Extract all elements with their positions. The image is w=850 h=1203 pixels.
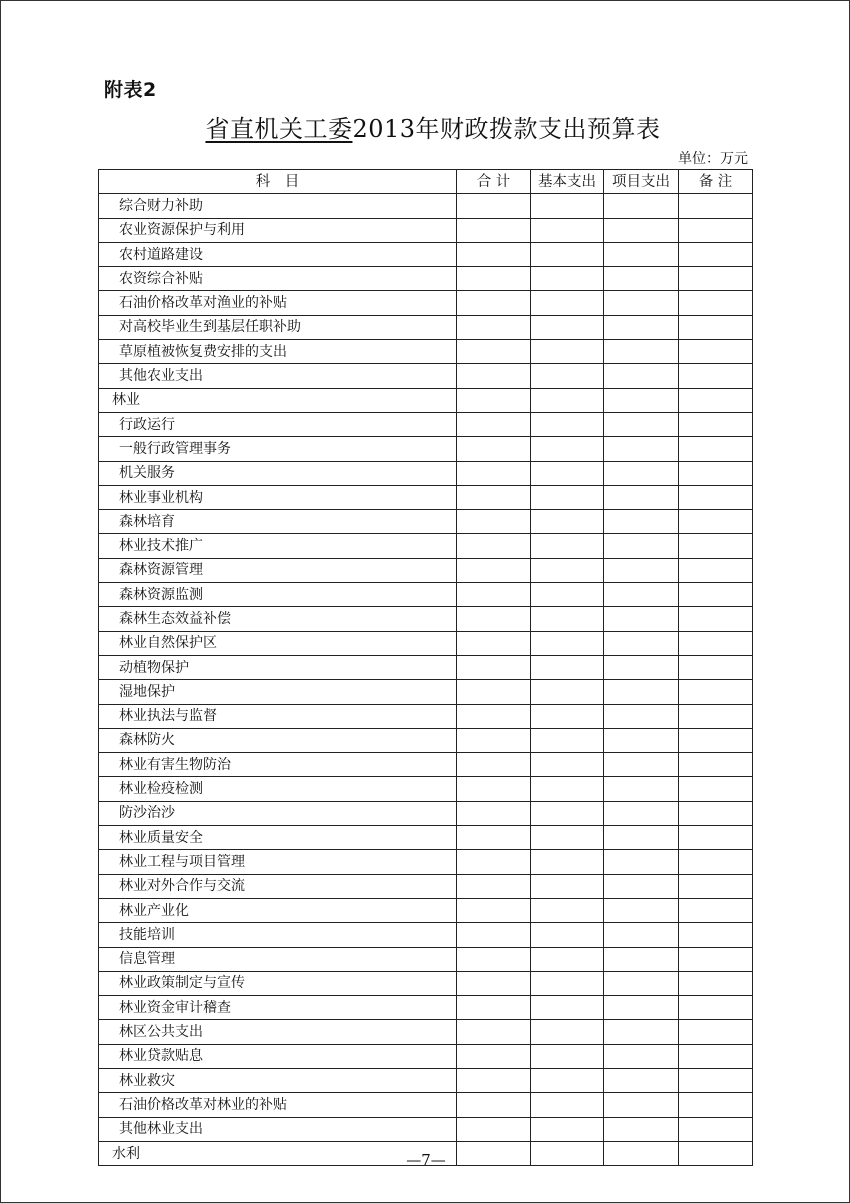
project-expenditure-cell [604,631,679,655]
subject-name: 湿地保护 [99,680,457,704]
table-row [99,801,753,825]
basic-expenditure-cell [531,923,604,947]
table-row [99,874,753,898]
subject-name: 林业自然保护区 [99,631,457,655]
subject-name: 农村道路建设 [99,242,457,266]
project-expenditure-cell [604,364,679,388]
table-row [99,850,753,874]
remark-cell [679,1044,753,1068]
remark-cell [679,631,753,655]
table-row [99,777,753,801]
table-row [99,607,753,631]
basic-expenditure-cell [531,364,604,388]
remark-cell [679,607,753,631]
project-expenditure-cell [604,971,679,995]
project-expenditure-cell [604,291,679,315]
basic-expenditure-cell [531,485,604,509]
subject-name: 林业工程与项目管理 [99,850,457,874]
project-expenditure-cell [604,947,679,971]
subject-name: 森林培育 [99,510,457,534]
total-cell [457,583,531,607]
remark-cell [679,315,753,339]
project-expenditure-cell [604,534,679,558]
table-row [99,218,753,242]
basic-expenditure-cell [531,874,604,898]
remark-cell [679,194,753,218]
table-row [99,1093,753,1117]
table-row [99,437,753,461]
basic-expenditure-cell [531,1044,604,1068]
total-cell [457,412,531,436]
basic-expenditure-cell [531,510,604,534]
basic-expenditure-cell [531,826,604,850]
total-cell [457,558,531,582]
total-cell [457,1044,531,1068]
basic-expenditure-cell [531,607,604,631]
total-cell [457,850,531,874]
subject-name: 森林资源管理 [99,558,457,582]
total-cell [457,631,531,655]
title-organization: 省直机关工委 [205,115,353,143]
total-cell [457,680,531,704]
total-cell [457,801,531,825]
subject-name: 农资综合补贴 [99,267,457,291]
subject-name: 一般行政管理事务 [99,437,457,461]
basic-expenditure-cell [531,753,604,777]
total-cell [457,315,531,339]
total-cell [457,1020,531,1044]
subject-name: 行政运行 [99,412,457,436]
basic-expenditure-cell [531,340,604,364]
total-cell [457,388,531,412]
remark-cell [679,461,753,485]
subject-name: 对高校毕业生到基层任职补助 [99,315,457,339]
total-cell [457,218,531,242]
remark-cell [679,437,753,461]
header-project-expenditure: 项目支出 [604,170,679,194]
table-row [99,534,753,558]
table-row [99,631,753,655]
table-row [99,728,753,752]
project-expenditure-cell [604,1020,679,1044]
subject-name: 其他农业支出 [99,364,457,388]
project-expenditure-cell [604,753,679,777]
project-expenditure-cell [604,1044,679,1068]
subject-name: 森林资源监测 [99,583,457,607]
total-cell [457,267,531,291]
project-expenditure-cell [604,194,679,218]
title-main: 2013年财政拨款支出预算表 [352,115,661,143]
remark-cell [679,510,753,534]
basic-expenditure-cell [531,704,604,728]
header-subject: 科 目 [99,170,457,194]
project-expenditure-cell [604,388,679,412]
remark-cell [679,218,753,242]
table-row [99,412,753,436]
basic-expenditure-cell [531,777,604,801]
table-row [99,753,753,777]
table-row [99,680,753,704]
subject-name: 防沙治沙 [99,801,457,825]
remark-cell [679,923,753,947]
subject-name: 林业产业化 [99,898,457,922]
category-name: 水利 [99,1141,457,1165]
subject-name: 林业政策制定与宣传 [99,971,457,995]
remark-cell [679,558,753,582]
project-expenditure-cell [604,583,679,607]
table-row [99,971,753,995]
budget-table [98,169,753,1166]
total-cell [457,1117,531,1141]
table-row [99,510,753,534]
basic-expenditure-cell [531,534,604,558]
subject-name: 动植物保护 [99,655,457,679]
remark-cell [679,583,753,607]
project-expenditure-cell [604,461,679,485]
remark-cell [679,874,753,898]
remark-cell [679,947,753,971]
basic-expenditure-cell [531,558,604,582]
remark-cell [679,242,753,266]
remark-cell [679,777,753,801]
table-row [99,194,753,218]
basic-expenditure-cell [531,728,604,752]
unit-label: 单位：万元 [678,151,748,167]
subject-name: 林区公共支出 [99,1020,457,1044]
basic-expenditure-cell [531,437,604,461]
total-cell [457,1068,531,1092]
project-expenditure-cell [604,996,679,1020]
total-cell [457,340,531,364]
total-cell [457,534,531,558]
remark-cell [679,388,753,412]
subject-name: 草原植被恢复费安排的支出 [99,340,457,364]
remark-cell [679,728,753,752]
project-expenditure-cell [604,704,679,728]
table-row [99,461,753,485]
basic-expenditure-cell [531,680,604,704]
subject-name: 林业检疫检测 [99,777,457,801]
table-row [99,947,753,971]
subject-name: 林业技术推广 [99,534,457,558]
table-row [99,340,753,364]
remark-cell [679,340,753,364]
remark-cell [679,801,753,825]
total-cell [457,704,531,728]
project-expenditure-cell [604,485,679,509]
project-expenditure-cell [604,898,679,922]
subject-name: 林业贷款贴息 [99,1044,457,1068]
category-name: 林业 [99,388,457,412]
project-expenditure-cell [604,1117,679,1141]
table-row [99,267,753,291]
basic-expenditure-cell [531,315,604,339]
remark-cell [679,898,753,922]
subject-name: 石油价格改革对渔业的补贴 [99,291,457,315]
basic-expenditure-cell [531,1117,604,1141]
subject-name: 林业有害生物防治 [99,753,457,777]
basic-expenditure-cell [531,971,604,995]
basic-expenditure-cell [531,655,604,679]
project-expenditure-cell [604,242,679,266]
remark-cell [679,1020,753,1044]
total-cell [457,898,531,922]
remark-cell [679,364,753,388]
total-cell [457,996,531,1020]
total-cell [457,242,531,266]
subject-name: 林业质量安全 [99,826,457,850]
project-expenditure-cell [604,510,679,534]
project-expenditure-cell [604,1068,679,1092]
header-basic-expenditure: 基本支出 [531,170,604,194]
project-expenditure-cell [604,267,679,291]
table-row [99,1068,753,1092]
table-row [99,1020,753,1044]
document-title [1,109,850,144]
subject-name: 农业资源保护与利用 [99,218,457,242]
remark-cell [679,485,753,509]
basic-expenditure-cell [531,801,604,825]
table-row [99,655,753,679]
header-total: 合 计 [457,170,531,194]
total-cell [457,291,531,315]
remark-cell [679,1093,753,1117]
project-expenditure-cell [604,218,679,242]
total-cell [457,753,531,777]
total-cell [457,1093,531,1117]
table-row [99,996,753,1020]
page-number: —7— [406,1151,446,1169]
remark-cell [679,753,753,777]
project-expenditure-cell [604,655,679,679]
table-row [99,558,753,582]
remark-cell [679,826,753,850]
table-row [99,923,753,947]
subject-name: 林业资金审计稽查 [99,996,457,1020]
project-expenditure-cell [604,801,679,825]
remark-cell [679,655,753,679]
subject-name: 林业执法与监督 [99,704,457,728]
basic-expenditure-cell [531,412,604,436]
remark-cell [679,996,753,1020]
total-cell [457,777,531,801]
subject-name: 技能培训 [99,923,457,947]
remark-cell [679,267,753,291]
remark-cell [679,412,753,436]
table-row [99,898,753,922]
total-cell [457,655,531,679]
basic-expenditure-cell [531,267,604,291]
basic-expenditure-cell [531,1020,604,1044]
basic-expenditure-cell [531,194,604,218]
project-expenditure-cell [604,315,679,339]
project-expenditure-cell [604,558,679,582]
table-row [99,485,753,509]
total-cell [457,485,531,509]
remark-cell [679,850,753,874]
remark-cell [679,291,753,315]
remark-cell [679,680,753,704]
project-expenditure-cell [604,607,679,631]
subject-name: 森林生态效益补偿 [99,607,457,631]
remark-cell [679,1117,753,1141]
subject-name: 林业救灾 [99,1068,457,1092]
total-cell [457,728,531,752]
table-row [99,291,753,315]
project-expenditure-cell [604,340,679,364]
project-expenditure-cell [604,1093,679,1117]
basic-expenditure-cell [531,996,604,1020]
subject-name: 机关服务 [99,461,457,485]
basic-expenditure-cell [531,242,604,266]
table-row [99,1044,753,1068]
basic-expenditure-cell [531,850,604,874]
table-row [99,242,753,266]
project-expenditure-cell [604,777,679,801]
basic-expenditure-cell [531,388,604,412]
project-expenditure-cell [604,412,679,436]
project-expenditure-cell [604,923,679,947]
project-expenditure-cell [604,874,679,898]
table-body [99,194,753,1166]
project-expenditure-cell [604,728,679,752]
total-cell [457,364,531,388]
table-row [99,583,753,607]
basic-expenditure-cell [531,583,604,607]
total-cell [457,826,531,850]
basic-expenditure-cell [531,291,604,315]
total-cell [457,510,531,534]
basic-expenditure-cell [531,898,604,922]
basic-expenditure-cell [531,461,604,485]
subject-name: 信息管理 [99,947,457,971]
basic-expenditure-cell [531,218,604,242]
total-cell [457,461,531,485]
remark-cell [679,534,753,558]
total-cell [457,437,531,461]
total-cell [457,194,531,218]
subject-name: 林业事业机构 [99,485,457,509]
total-cell [457,923,531,947]
basic-expenditure-cell [531,1068,604,1092]
remark-cell [679,971,753,995]
remark-cell [679,1068,753,1092]
subject-name: 其他林业支出 [99,1117,457,1141]
project-expenditure-cell [604,826,679,850]
total-cell [457,971,531,995]
table-row [99,388,753,412]
table-row [99,315,753,339]
basic-expenditure-cell [531,631,604,655]
project-expenditure-cell [604,437,679,461]
table-row [99,1117,753,1141]
table-row [99,826,753,850]
total-cell [457,947,531,971]
project-expenditure-cell [604,850,679,874]
subject-name: 森林防火 [99,728,457,752]
table-row [99,704,753,728]
basic-expenditure-cell [531,947,604,971]
subject-name: 石油价格改革对林业的补贴 [99,1093,457,1117]
header-remark: 备 注 [679,170,753,194]
basic-expenditure-cell [531,1093,604,1117]
total-cell [457,874,531,898]
subject-name: 综合财力补助 [99,194,457,218]
project-expenditure-cell [604,680,679,704]
table-header-row [99,170,753,194]
subject-name: 林业对外合作与交流 [99,874,457,898]
annex-label: 附表2 [104,79,157,101]
remark-cell [679,704,753,728]
total-cell [457,607,531,631]
table-row [99,364,753,388]
